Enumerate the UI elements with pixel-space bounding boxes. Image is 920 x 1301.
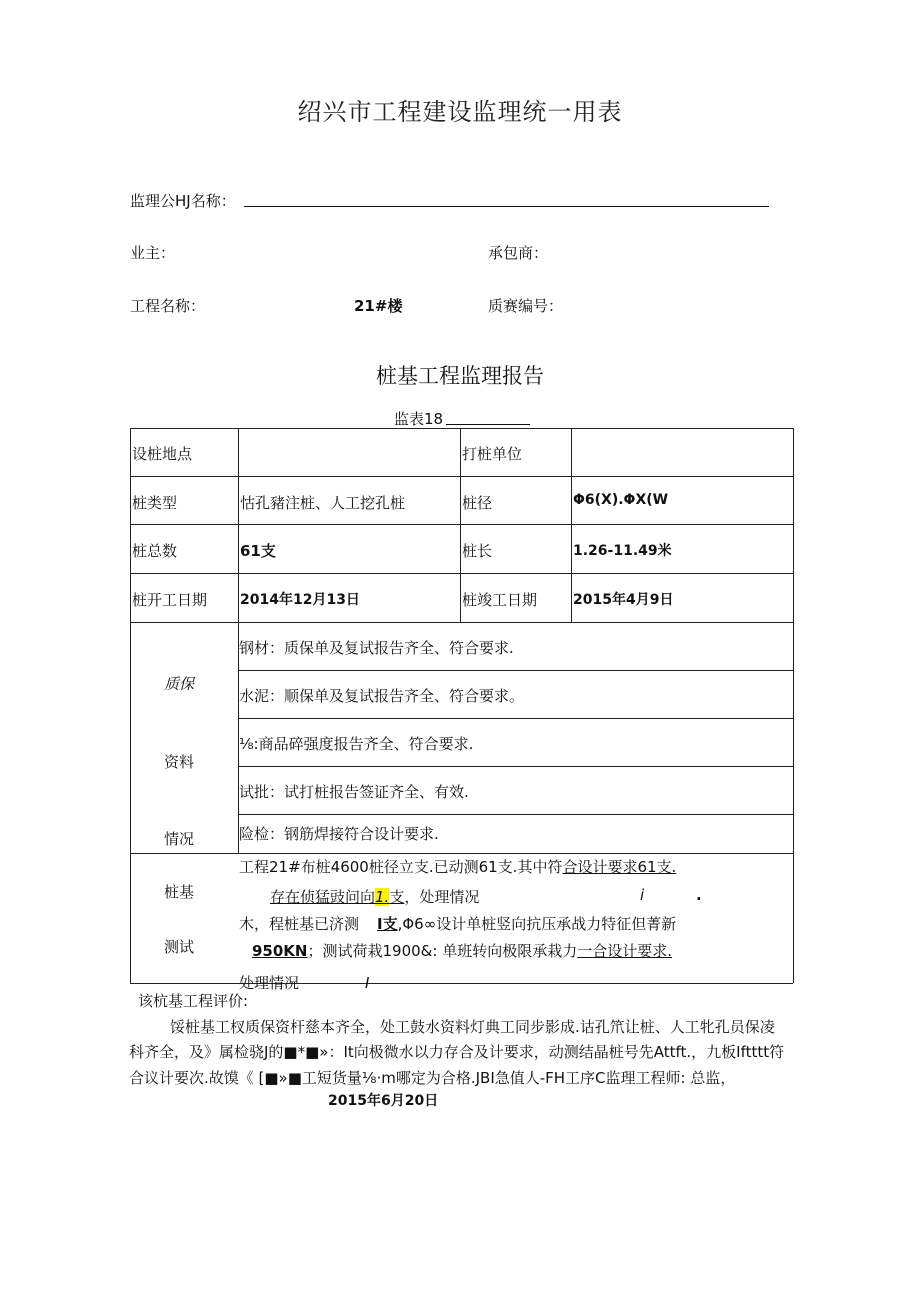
test-line-4-b: ；测试荷栽1900&: 单班转向极限承栽力	[307, 942, 578, 960]
evaluation-line-1: 馁桩基工杈质保资杆慈本齐全，处工鼓水资料灯典工同步影成.诂孔笊让桩、人工牝孔员保凌	[170, 1018, 775, 1036]
evaluation-label: 该杭基工程评价:	[138, 992, 249, 1010]
supervisor-underline	[244, 206, 769, 207]
table-col-rule	[460, 428, 461, 622]
quality-no-label: 质赛编号：	[488, 297, 564, 315]
quality-label-1: 质保	[164, 675, 195, 693]
table-rule	[130, 524, 793, 525]
table-rule	[130, 853, 793, 854]
project-value: 21#楼	[354, 297, 403, 315]
report-title: 桩基工程监理报告	[376, 364, 544, 388]
table-rule	[130, 476, 793, 477]
pile-diameter-label: 桩径	[462, 494, 493, 512]
start-date-label: 桩开工日期	[132, 591, 208, 609]
test-line-3	[239, 913, 676, 934]
test-line-2-highlight: 1.	[375, 888, 390, 906]
contractor-label: 承包商：	[488, 244, 549, 262]
driver-label: 打桩单位	[462, 445, 523, 463]
test-line-1-a: 工程21#布桩4600桩径立支.已动测61支.其中符	[239, 858, 563, 876]
table-rule	[238, 718, 793, 719]
test-line-5	[239, 972, 370, 992]
table-border-bottom	[130, 983, 793, 984]
test-line-2	[270, 886, 702, 907]
test-line-2-e: .	[696, 886, 702, 904]
quality-label-3: 情况	[164, 830, 195, 848]
document-title: 绍兴市工程建设监理统一用表	[297, 98, 623, 126]
test-line-2-a: 存在侦猛豉问向	[270, 888, 376, 906]
supervisor-label: 监理公HJ名称：	[130, 192, 236, 210]
test-label-1: 桩基	[164, 883, 195, 901]
evaluation-line-3: 合议计要次.故馍《 [■»■工短货量⅛·m哪定为合格.JBI急值人-FH工序C监理工程师: 总监，	[129, 1069, 736, 1087]
test-line-5-b: I	[365, 974, 370, 992]
pile-diameter-value: Φ6(X).ΦX(W	[573, 492, 669, 508]
pile-length-value: 1.26-11.49米	[573, 543, 672, 559]
table-rule	[130, 573, 793, 574]
evaluation-date: 2015年6月20日	[328, 1093, 439, 1109]
test-line-2-c: ，处理情况	[404, 888, 480, 906]
table-rule	[130, 622, 793, 623]
quality-label-2: 资料	[164, 753, 195, 771]
pile-type-value: 怙孔豬注桩、人工挖孔桩	[240, 494, 406, 512]
test-line-1-b: 合设计要求61支.	[562, 858, 677, 876]
test-line-2-b: 支	[389, 888, 405, 906]
quality-item-welding: 险检：钢筋焊接符合设计要求.	[239, 825, 439, 843]
report-table	[130, 428, 793, 992]
project-label: 工程名称：	[130, 297, 206, 315]
test-line-3-b: I支	[377, 915, 398, 933]
test-line-4-c: 一合设计要求.	[577, 942, 672, 960]
quality-item-trial-pile: 试批：试打桩报告签证齐全、有效.	[239, 783, 469, 801]
pile-length-label: 桩长	[462, 542, 493, 560]
quality-item-concrete: ⅛:商品碎强度报告齐全、符合要求.	[239, 735, 474, 753]
site-label: 设桩地点	[132, 445, 193, 463]
start-date-value: 2014年12月13日	[240, 592, 360, 608]
test-line-5-a: 处理情况	[239, 974, 300, 992]
quality-item-steel: 钢材：质保单及复试报告齐全、符合要求.	[239, 639, 514, 657]
quality-item-cement: 水泥：顺保单及复试报告齐全、符合要求。	[239, 687, 525, 705]
table-col-rule	[571, 428, 572, 622]
table-rule	[238, 670, 793, 671]
test-line-4	[252, 940, 672, 961]
table-border-left	[130, 428, 131, 983]
table-rule	[238, 814, 793, 815]
pile-count-label: 桩总数	[132, 542, 178, 560]
test-label-2: 测试	[164, 938, 195, 956]
end-date-label: 桩竣工日期	[462, 591, 538, 609]
test-line-3-c: ,Φ6∞设计单桩竖向抗压承战力特征但菁新	[397, 915, 677, 933]
test-line-3-a: 木，程桩基已济测	[239, 915, 360, 933]
test-line-1	[239, 856, 676, 877]
test-line-2-d: i	[640, 886, 645, 904]
table-border-top	[130, 428, 793, 429]
pile-count-value: 61支	[240, 542, 276, 560]
form-number-underline	[446, 424, 530, 425]
table-rule	[238, 766, 793, 767]
owner-label: 业主：	[130, 244, 176, 262]
pile-type-label: 桩类型	[132, 494, 178, 512]
form-number: 监表18	[394, 410, 444, 428]
evaluation-line-2: 科齐全，及》属检骁J的■*■»：It向极微水以力存合及计要求，动测结晶桩号先Attft.，九板Iftttt符	[129, 1043, 785, 1061]
end-date-value: 2015年4月9日	[573, 592, 674, 608]
test-line-4-a: 950KN	[252, 942, 308, 960]
table-border-right	[793, 428, 794, 983]
